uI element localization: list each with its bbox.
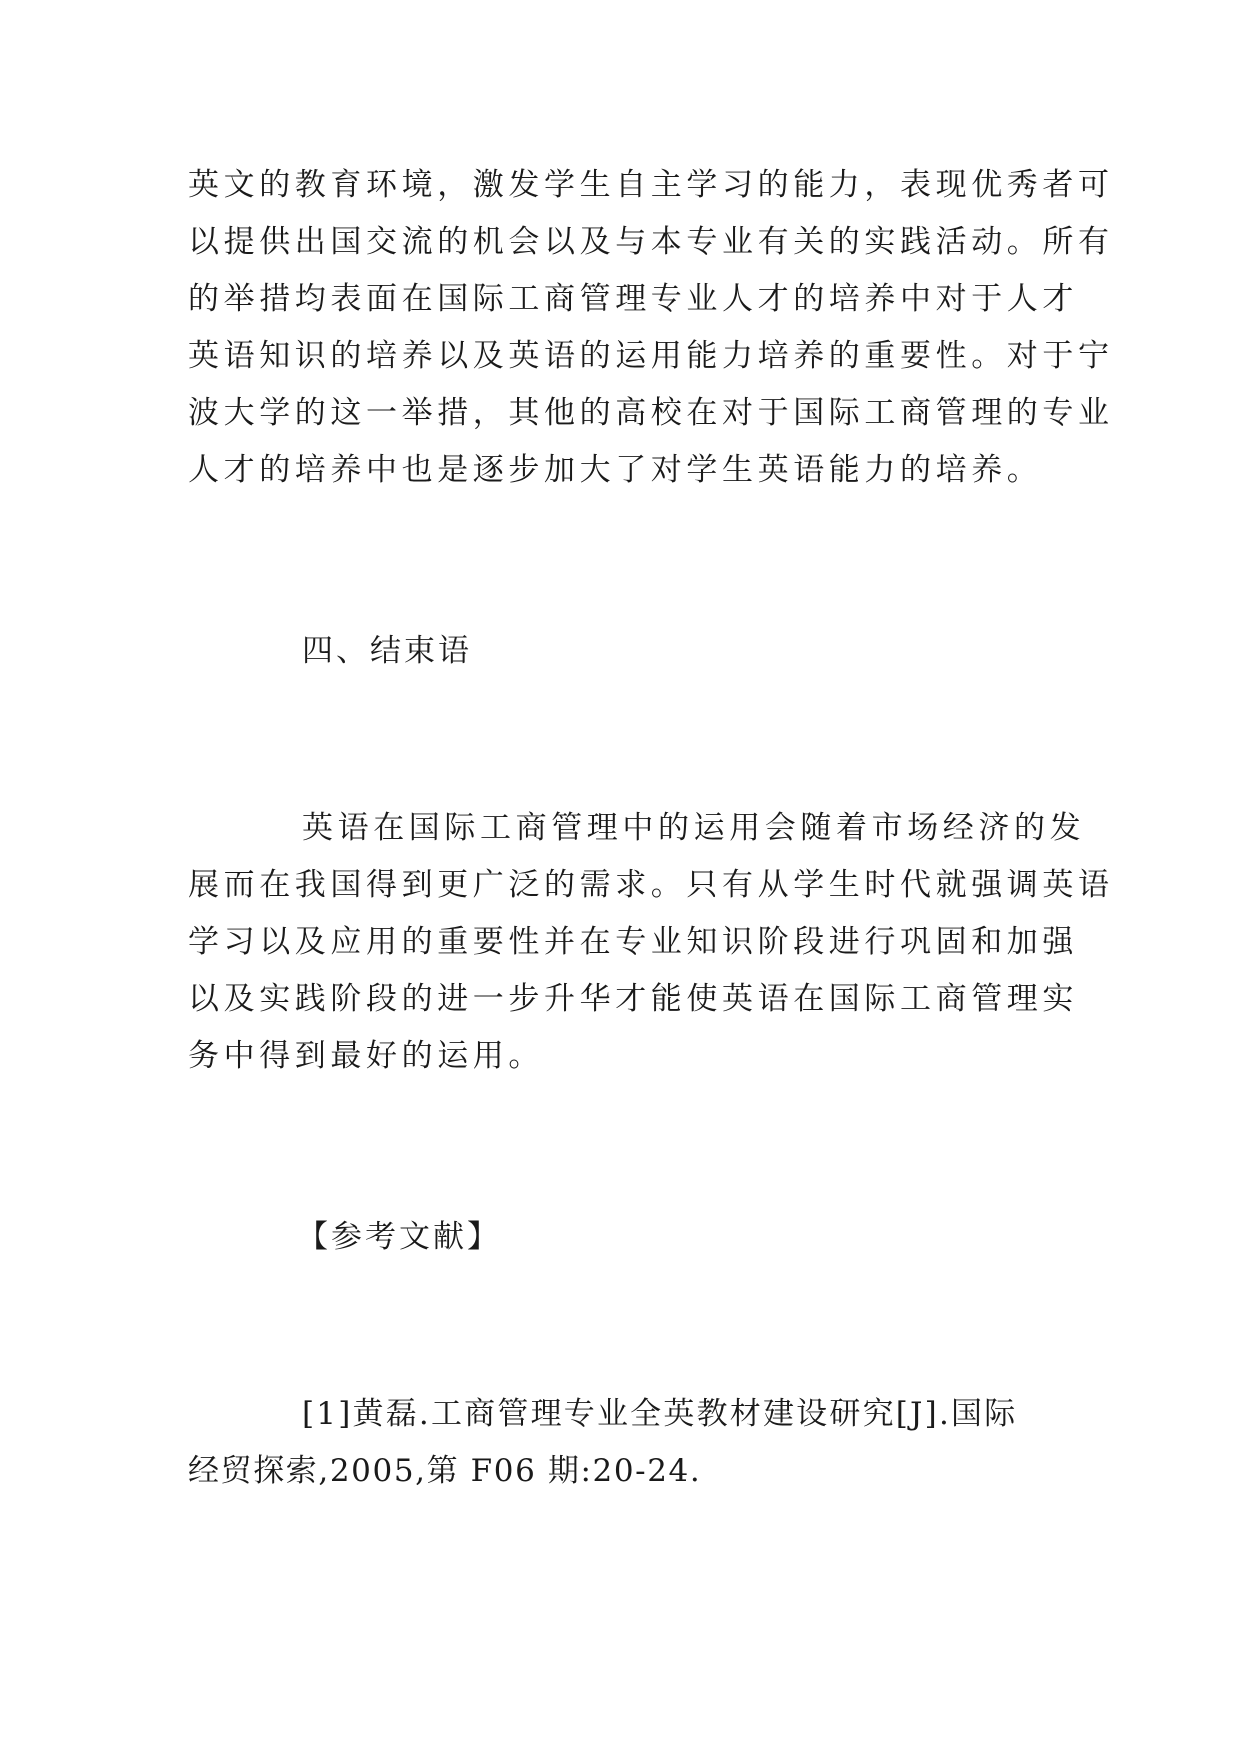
paragraph-line: 以及实践阶段的进一步升华才能使英语在国际工商管理实 [188,981,1078,1017]
references-heading: 【参考文献】 [297,1219,501,1255]
paragraph-line: 英语在国际工商管理中的运用会随着市场经济的发 [302,810,1086,846]
paragraph-line: 英语知识的培养以及英语的运用能力培养的重要性。对于宁 [188,338,1114,374]
paragraph-line: 以提供出国交流的机会以及与本专业有关的实践活动。所有 [188,224,1114,260]
paragraph-line: 人才的培养中也是逐步加大了对学生英语能力的培养。 [188,452,1043,488]
paragraph-line: 展而在我国得到更广泛的需求。只有从学生时代就强调英语 [188,867,1114,903]
reference-line: [1]黄磊.工商管理专业全英教材建设研究[J].国际 [302,1396,1018,1432]
paragraph-line: 英文的教育环境，激发学生自主学习的能力，表现优秀者可 [188,167,1114,203]
paragraph-line: 学习以及应用的重要性并在专业知识阶段进行巩固和加强 [188,924,1078,960]
paragraph-line: 务中得到最好的运用。 [188,1038,544,1074]
paragraph-line: 波大学的这一举措，其他的高校在对于国际工商管理的专业 [188,395,1114,431]
paragraph-line: 的举措均表面在国际工商管理专业人才的培养中对于人才 [188,281,1078,317]
reference-line: 经贸探索,2005,第 F06 期:20-24. [188,1453,702,1489]
section-heading: 四、结束语 [302,633,472,669]
